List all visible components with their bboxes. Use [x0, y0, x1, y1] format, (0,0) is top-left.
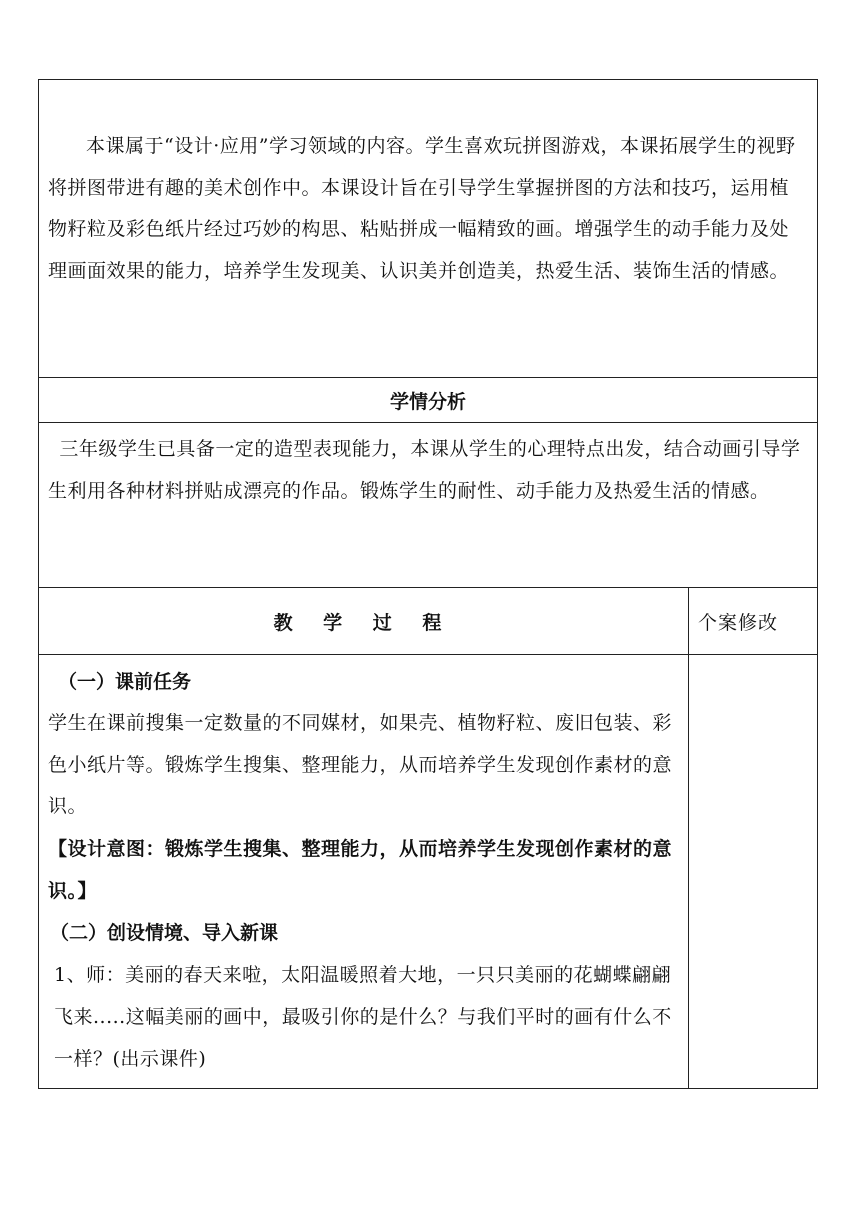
edit-content-cell [689, 655, 818, 1089]
intro-paragraph: 本课属于“设计·应用”学习领域的内容。学生喜欢玩拼图游戏，本课拓展学生的视野将拼图带进有趣的美术创作中。本课设计旨在引导学生掌握拼图的方法和技巧，运用植物籽粒及彩色纸片经过巧妙的构思、粘贴拼成一幅精致的画。增强学生的动手能力及处理画面效果的能力，培养学生发现美、认识美并创造美，热爱生活、装饰生活的情感。 [48, 135, 796, 282]
section1-title: （一）课前任务 [58, 671, 192, 693]
section1-text: 学生在课前搜集一定数量的不同媒材，如果壳、植物籽粒、废旧包装、彩色小纸片等。锻炼学生搜集、整理能力，从而培养学生发现创作素材的意识。 [48, 712, 673, 817]
analysis-heading: 学情分析 [39, 378, 818, 423]
analysis-cell [39, 423, 818, 588]
intro-cell [39, 80, 818, 378]
lesson-plan-table [38, 79, 818, 1089]
section2-item1: 1、师：美丽的春天来啦，太阳温暖照着大地，一只只美丽的花蝴蝶翩翩飞来.....这幅美丽的画中，最吸引你的是什么？与我们平时的画有什么不一样？(出示课件) [54, 963, 672, 1070]
process-content-cell [39, 655, 689, 1089]
edit-column-heading: 个案修改 [689, 588, 818, 655]
analysis-paragraph: 三年级学生已具备一定的造型表现能力，本课从学生的心理特点出发，结合动画引导学生利用各种材料拼贴成漂亮的作品。锻炼学生的耐性、动手能力及热爱生活的情感。 [48, 438, 801, 502]
section1-design-intent: 【设计意图：锻炼学生搜集、整理能力，从而培养学生发现创作素材的意识。】 [48, 837, 673, 902]
section2-title: （二）创设情境、导入新课 [50, 921, 279, 944]
process-heading: 教 学 过 程 [39, 588, 689, 655]
